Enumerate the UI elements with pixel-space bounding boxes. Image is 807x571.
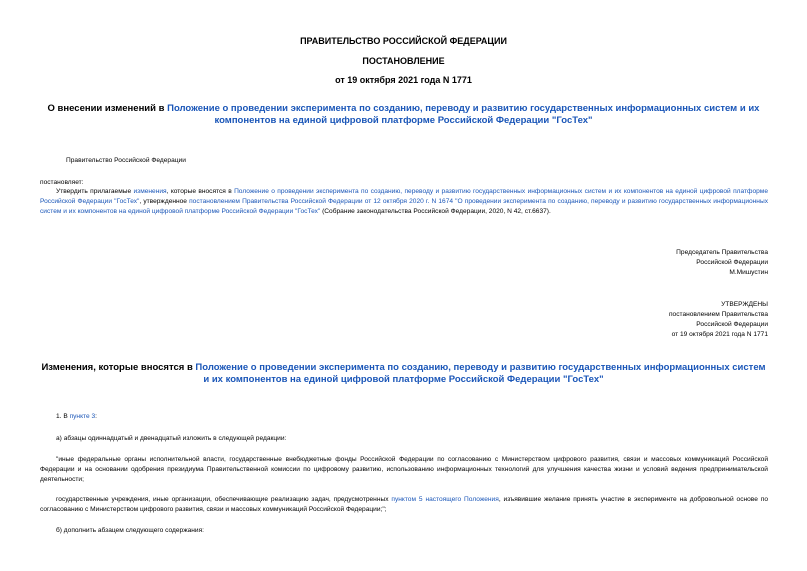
document-title-prefix: О внесении изменений в xyxy=(47,103,168,114)
regulation-link[interactable]: Положение о проведении эксперимента по созданию, переводу и развитию государственных информационных систем и их компонентов на единой цифровой платформе Российской Федерации "ГосТех" xyxy=(167,103,760,126)
issuing-authority: ПРАВИТЕЛЬСТВО РОССИЙСКОЙ ФЕДЕРАЦИИ xyxy=(300,36,507,46)
item-1 xyxy=(56,412,97,422)
document-type: ПОСТАНОВЛЕНИЕ xyxy=(362,56,445,66)
changes-regulation-link[interactable]: Положение о проведении эксперимента по созданию, переводу и развитию государственных информационных систем и их компонентов на единой цифровой платформе Российской Федерации "ГосТех" xyxy=(195,362,766,385)
decrees-line: постановляет: xyxy=(40,179,84,186)
quote-2-text-1: государственные учреждения, иные организации, обеспечивающие реализацию задач, предусмотренных xyxy=(56,496,392,503)
approved-date: от 19 октября 2021 года N 1771 xyxy=(671,331,768,338)
signature-country: Российской Федерации xyxy=(696,259,768,266)
changes-title xyxy=(40,362,767,386)
approve-text-2: , которые вносятся в xyxy=(166,188,235,195)
clause-5-link[interactable]: пунктом 5 настоящего Положения xyxy=(391,496,499,503)
item-1-suffix: : xyxy=(95,413,97,420)
approved-country: Российской Федерации xyxy=(696,321,768,328)
regulation-link-body[interactable]: Положение о проведении эксперимента по созданию, переводу и развитию государственных информационных систем и их компонентов на единой цифровой платформе Российской Федерации "ГосТех" xyxy=(40,188,768,205)
item-a: а) абзацы одиннадцатый и двенадцатый изложить в следующей редакции: xyxy=(56,435,287,442)
quote-2-text-2: , изъявившие желание принять участие в эксперименте на добровольной основе по согласованию с Министерством цифрового развития, связи и массовых коммуникаций Российской Федерации;"; xyxy=(40,496,769,513)
quote-paragraph-1 xyxy=(40,455,768,485)
item-b: б) дополнить абзацем следующего содержания: xyxy=(56,527,205,534)
signature-block xyxy=(560,248,768,278)
approval-stamp xyxy=(560,300,768,340)
quote-1-text: "иные федеральные органы исполнительной власти, государственные внебюджетные фонды Российской Федерации по согласованию с Министерством цифрового развития, связи и массовых коммуникаций Российской Федерации и на основании одобрения президиума Правительственной комиссии по цифровому развитию, использованию информационных технологий для улучшения качества жизни и условий ведения предпринимательской деятельности; xyxy=(40,456,768,483)
signature-position: Председатель Правительства xyxy=(676,249,768,256)
resolution-1674-link[interactable]: постановлением Правительства Российской Федерации от 12 октября 2020 г. N 1674 "О проведении эксперимента по созданию, переводу и развитию государственных информационных систем и их компонентов на единой цифровой платформе Российской Федерации "ГосТех" xyxy=(40,198,768,215)
approve-text-3: , утвержденное xyxy=(139,198,190,205)
approved-by: постановлением Правительства xyxy=(668,311,768,318)
changes-link[interactable]: изменения xyxy=(133,188,167,195)
clause-3-link[interactable]: пункте 3 xyxy=(69,413,96,420)
approve-paragraph xyxy=(40,187,768,217)
approve-text-1: Утвердить прилагаемые xyxy=(56,188,134,195)
approve-text-4: (Собрание законодательства Российской Федерации, 2020, N 42, ст.6637). xyxy=(320,208,551,215)
document-date-number: от 19 октября 2021 года N 1771 xyxy=(335,75,472,85)
government-line: Правительство Российской Федерации xyxy=(66,157,186,164)
approved-heading: УТВЕРЖДЕНЫ xyxy=(721,301,768,308)
document-title xyxy=(40,103,767,127)
changes-title-prefix: Изменения, которые вносятся в xyxy=(41,362,196,373)
signature-name: М.Мишустин xyxy=(729,269,768,276)
quote-paragraph-2 xyxy=(40,495,768,515)
item-1-prefix: 1. В xyxy=(56,413,70,420)
